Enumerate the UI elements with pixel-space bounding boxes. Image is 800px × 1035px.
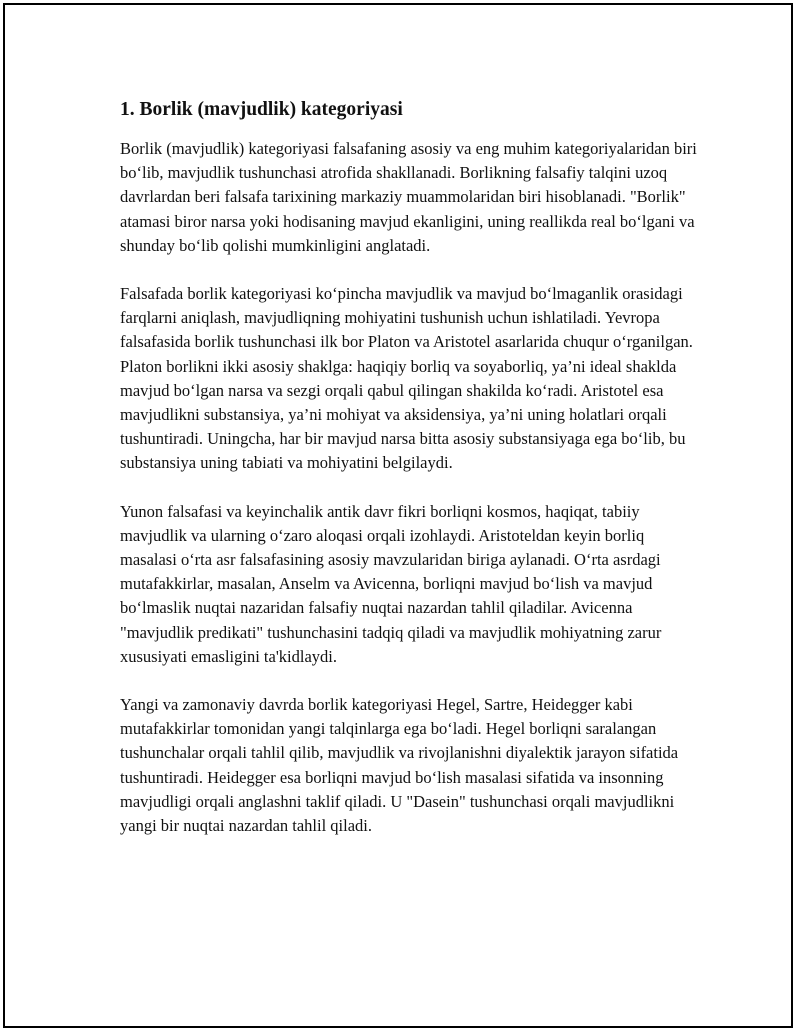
document-page bbox=[3, 3, 793, 1028]
document-content bbox=[120, 97, 700, 862]
paragraph-2: Falsafada borlik kategoriyasi ko‘pincha mavjudlik va mavjud bo‘lmaganlik orasidagi farqlarni aniqlash, mavjudliqning mohiyatini tushunish uchun ishlatiladi. Yevropa falsafasida borlik tushunchasi ilk bor Platon va Aristotel asarlarida chuqur o‘rganilgan. Platon borlikni ikki asosiy shaklga: haqiqiy borliq va soyaborliq, ya’ni ideal shaklda mavjud bo‘lgan narsa va sezgi orqali qabul qilingan shakilda ko‘radi. Aristotel esa mavjudlikni substansiya, ya’ni mohiyat va aksidensiya, ya’ni uning holatlari orqali tushuntiradi. Uningcha, har bir mavjud narsa bitta asosiy substansiyaga ega bo‘lib, bu substansiya uning tabiati va mohiyatini belgilaydi. bbox=[120, 284, 693, 473]
paragraph-3: Yunon falsafasi va keyinchalik antik davr fikri borliqni kosmos, haqiqat, tabiiy mavjudlik va ularning o‘zaro aloqasi orqali izohlaydi. Aristoteldan keyin borliq masalasi o‘rta asr falsafasining asosiy mavzularidan biriga aylanadi. O‘rta asrdagi mutafakkirlar, masalan, Anselm va Avicenna, borliqni mavjud bo‘lish va mavjud bo‘lmaslik nuqtai nazaridan falsafiy nuqtai nazardan tahlil qiladilar. Avicenna "mavjudlik predikati" tushunchasini tadqiq qiladi va mavjudlik mohiyatning zarur xususiyati emasligini ta'kidlaydi. bbox=[120, 501, 662, 666]
section-heading: 1. Borlik (mavjudlik) kategoriyasi bbox=[120, 99, 403, 120]
paragraph-4: Yangi va zamonaviy davrda borlik kategoriyasi Hegel, Sartre, Heidegger kabi mutafakkirlar tomonidan yangi talqinlarga ega bo‘ladi. Hegel borliqni saralangan tushunchalar orqali tahlil qilib, mavjudlik va rivojlanishni diyalektik jarayon sifatida tushuntiradi. Heidegger esa borliqni mavjud bo‘lish masalasi sifatida va insonning mavjudligi orqali anglashni taklif qiladi. U "Dasein" tushunchasi orqali mavjudlikni yangi bir nuqtai nazardan tahlil qiladi. bbox=[120, 695, 679, 836]
paragraph-1: Borlik (mavjudlik) kategoriyasi falsafaning asosiy va eng muhim kategoriyalaridan biri bo‘lib, mavjudlik tushunchasi atrofida shakllanadi. Borlikning falsafiy talqini uzoq davrlardan beri falsafa tarixining markaziy muammolaridan biri hisoblanadi. "Borlik" atamasi biror narsa yoki hodisaning mavjud ekanligini, uning reallikda real bo‘lgani va shunday bo‘lib qolishi mumkinligini anglatadi. bbox=[120, 139, 697, 255]
